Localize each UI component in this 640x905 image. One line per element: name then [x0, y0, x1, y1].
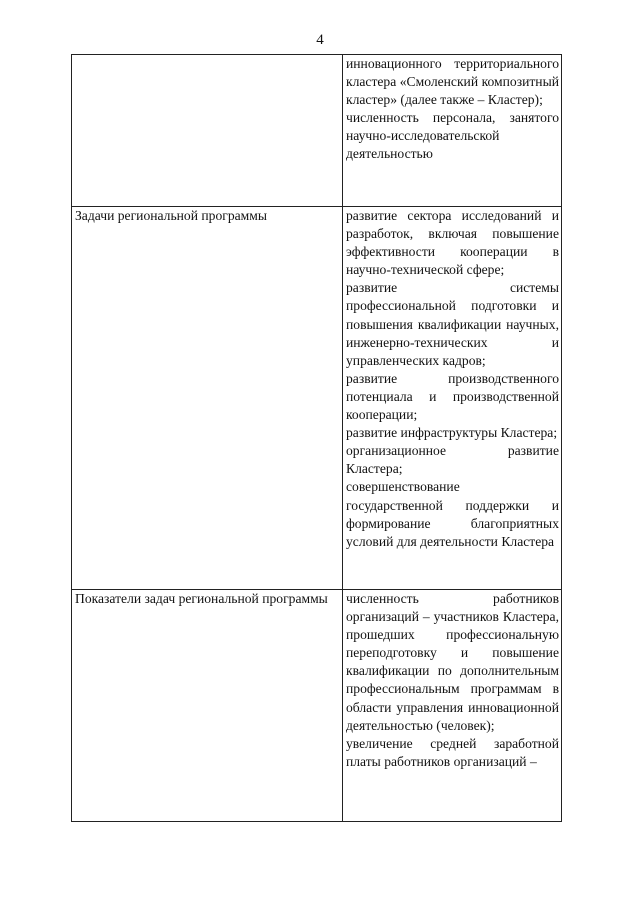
list-item: численность работников организаций – участников Кластера, прошедших профессиональную переподготовку и повышение квалификации по дополнительным профессиональным программам в области управления инновационной деятельностью (человек); [346, 591, 559, 733]
row-label: Показатели задач региональной программы [72, 590, 343, 822]
page-number: 4 [316, 32, 324, 48]
table-row [72, 207, 562, 590]
table-row [72, 590, 562, 822]
row-content [343, 590, 562, 822]
table-row [72, 55, 562, 207]
list-item: развитие производственного потенциала и производственной кооперации; [346, 370, 559, 423]
row-label [72, 55, 343, 207]
list-item: совершенствование государственной поддержки и формирование благоприятных условий для деятельности Кластера [346, 479, 559, 549]
list-item: инновационного территориального кластера «Смоленский композитный кластер» (далее также – Кластер); [346, 56, 559, 108]
list-item: организационное развитие Кластера; [346, 443, 559, 477]
list-item: развитие инфраструктуры Кластера; [346, 425, 558, 441]
row-label: Задачи региональной программы [72, 207, 343, 590]
row-content [343, 55, 562, 207]
row-content [343, 207, 562, 590]
program-table [71, 54, 562, 822]
list-item: развитие системы профессиональной подготовки и повышения квалификации научных, инженерно-технических и управленческих кадров; [346, 280, 559, 368]
list-item: численность персонала, занятого научно-исследовательской деятельностью [346, 110, 559, 162]
list-item: увеличение средней заработной платы работников организаций – [346, 735, 559, 769]
list-item: развитие сектора исследований и разработок, включая повышение эффективности кооперации в научно-технической сфере; [346, 208, 559, 278]
